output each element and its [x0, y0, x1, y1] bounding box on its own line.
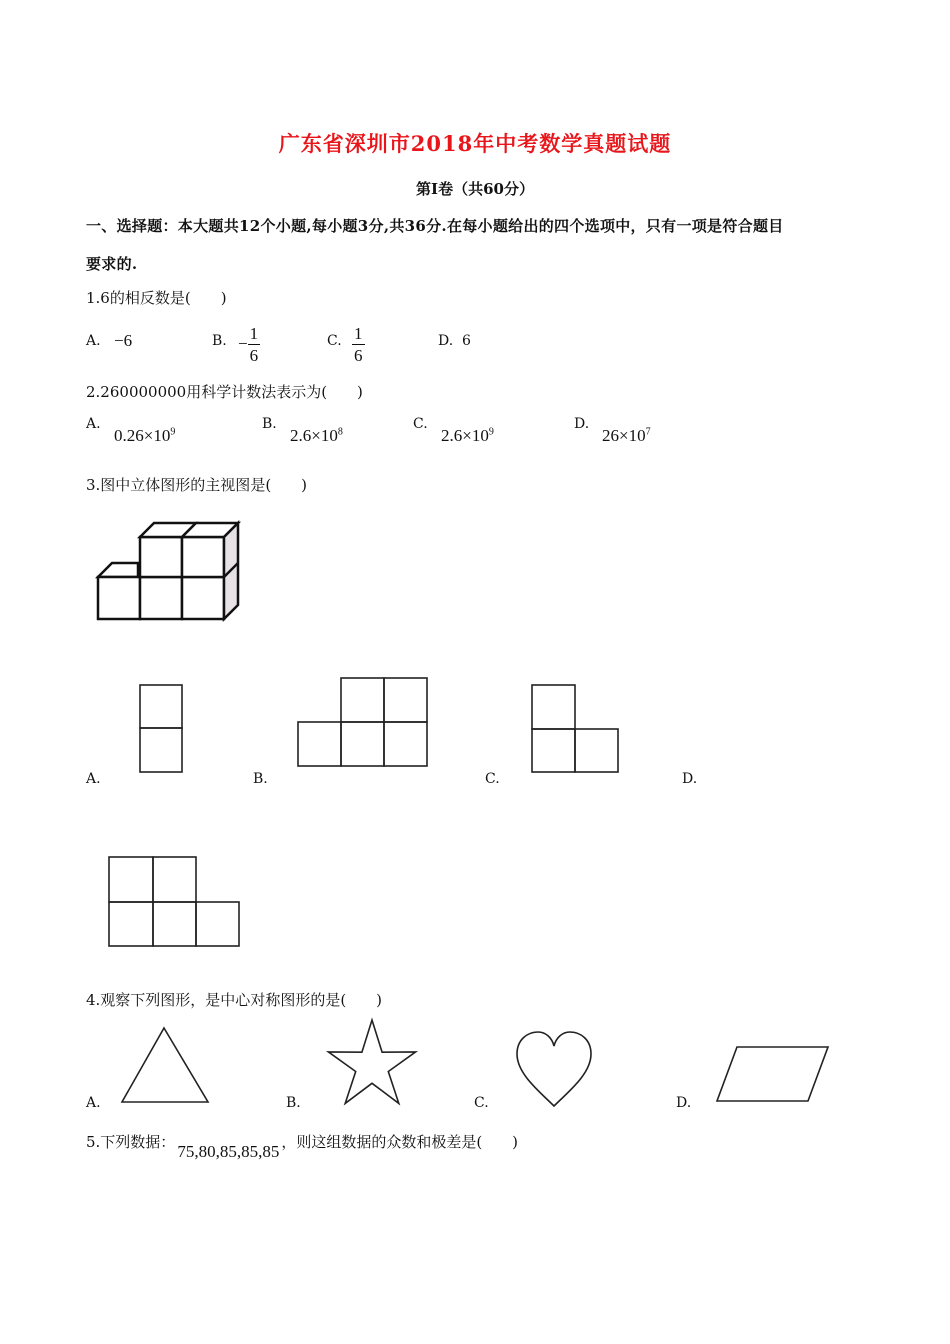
question-5-stem [86, 1131, 519, 1161]
q3-option-a-figure [139, 684, 184, 774]
q1-b-denominator: 6 [249, 345, 259, 365]
q1-option-d-label: D. [438, 333, 454, 349]
q1-option-c-label: C. [327, 333, 342, 349]
q3-option-b-label: B. [253, 771, 268, 787]
q2-option-b-label: B. [262, 416, 277, 432]
q2-d-base: 26×10 [602, 426, 646, 445]
q2-b-exponent: 8 [337, 426, 343, 438]
question-4-stem: 4.观察下列图形，是中心对称图形的是( ) [86, 991, 383, 1009]
q3-option-c-figure [531, 684, 621, 774]
q2-option-c-value [441, 426, 494, 446]
q1-c-fraction [352, 325, 365, 364]
q1-b-numerator: 1 [249, 323, 259, 343]
q1-option-b-label: B. [212, 333, 227, 349]
q4-option-b-label: B. [286, 1095, 301, 1111]
q2-b-base: 2.6×10 [290, 426, 338, 445]
q2-a-exponent: 9 [170, 426, 176, 438]
q4-option-a-label: A. [86, 1095, 101, 1111]
q2-option-d-value [602, 426, 651, 446]
q4-option-c-heart [514, 1030, 594, 1108]
q1-b-sign: − [238, 334, 248, 353]
question-2-stem: 2.260000000用科学计数法表示为( ) [86, 383, 363, 401]
q1-option-a-label: A. [86, 333, 101, 349]
q5-data-values: 75,80,85,85,85 [177, 1142, 280, 1161]
q1-option-c-value [352, 318, 365, 370]
q4-option-c-label: C. [474, 1095, 489, 1111]
q4-option-a-triangle [120, 1026, 210, 1104]
q1-b-fraction [248, 325, 261, 364]
q3-option-c-label: C. [485, 771, 500, 787]
q1-c-numerator: 1 [354, 323, 363, 343]
q4-option-d-parallelogram [715, 1044, 830, 1104]
question-3-stem: 3.图中立体图形的主视图是( ) [86, 476, 308, 494]
q2-option-c-label: C. [413, 416, 428, 432]
q5-stem-prefix: 5.下列数据： [86, 1133, 176, 1151]
q1-option-b-value [238, 318, 260, 370]
q2-option-a-value [114, 426, 175, 446]
q3-3d-solid-figure [90, 515, 250, 627]
q2-option-b-value [290, 426, 343, 446]
q5-stem-suffix: ，则这组数据的众数和极差是( ) [281, 1133, 519, 1151]
q1-option-a-value: −6 [114, 331, 133, 350]
q1-c-denominator: 6 [354, 345, 363, 365]
q1-option-d-value: 6 [462, 333, 471, 349]
q2-option-a-label: A. [86, 416, 101, 432]
question-1-stem: 1.6的相反数是( ) [86, 289, 227, 307]
part-heading: 第Ⅰ卷（共60分） [416, 180, 534, 198]
q3-option-a-label: A. [86, 771, 101, 787]
q2-a-base: 0.26×10 [114, 426, 171, 445]
q2-option-d-label: D. [574, 416, 590, 432]
q2-d-exponent: 7 [645, 426, 651, 438]
q4-option-b-star [326, 1018, 418, 1108]
page-title: 广东省深圳市2018年中考数学真题试题 [278, 131, 672, 156]
q2-c-exponent: 9 [488, 426, 494, 438]
q3-option-d-label: D. [682, 771, 698, 787]
q3-option-d-figure [108, 856, 242, 948]
q4-option-d-label: D. [676, 1095, 692, 1111]
q3-option-b-figure [297, 677, 429, 769]
section-instruction-line1: 一、选择题：本大题共12个小题,每小题3分,共36分.在每小题给出的四个选项中，只有一项是符合题目 [86, 217, 784, 235]
section-instruction-line2: 要求的. [86, 255, 138, 273]
q2-c-base: 2.6×10 [441, 426, 489, 445]
